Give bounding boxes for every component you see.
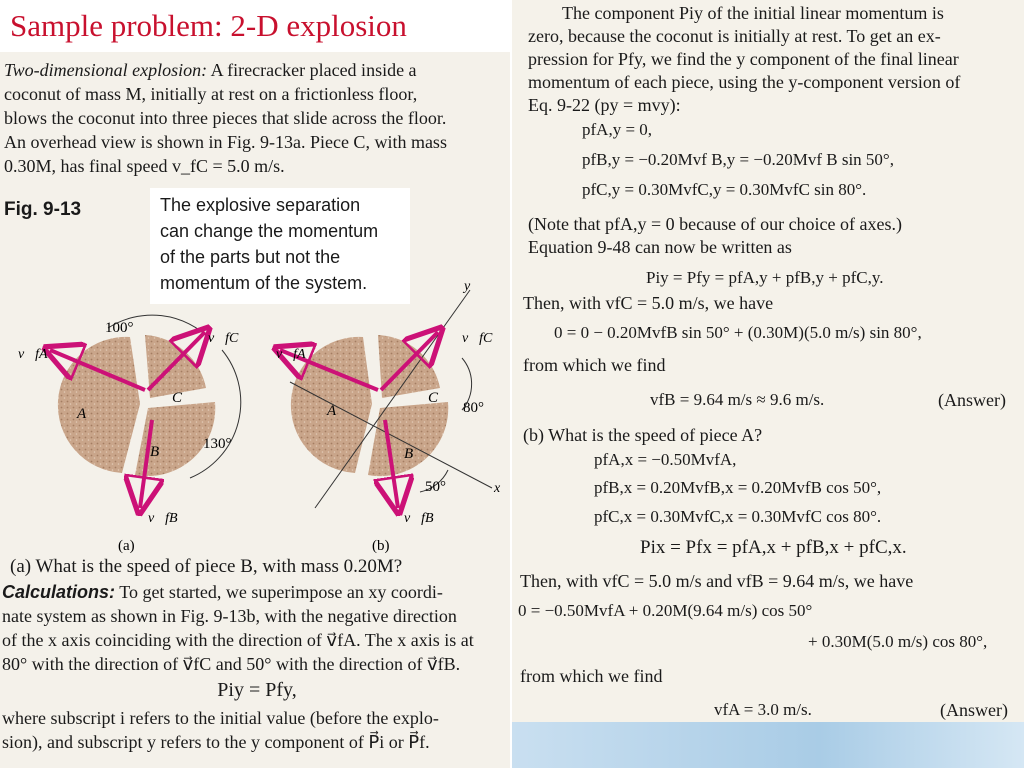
- eq-zero-2a: 0 = −0.50MvfA + 0.20M(9.64 m/s) cos 50°: [518, 601, 813, 620]
- eq-zero-1: 0 = 0 − 0.20MvfB sin 50° + (0.30M)(5.0 m/s) sin 80°,: [554, 323, 922, 342]
- right-line: zero, because the coconut is initially at rest. To get an ex-: [528, 26, 941, 46]
- piece-c-shape: [145, 335, 206, 398]
- where-line: sion), and subscript y refers to the y component of P⃗i or P⃗f.: [2, 732, 430, 752]
- piece-b-label: B: [404, 446, 414, 462]
- y-axis-label: y: [464, 280, 471, 294]
- equation-piy: Piy = Pfy,: [217, 679, 297, 701]
- right-line: pression for Pfy, we find the y component of the final linear: [528, 49, 959, 69]
- answer-1-label: (Answer): [938, 390, 1006, 410]
- velocity-a-label: v⃗fA: [18, 347, 48, 362]
- calc-line: To get started, we superimpose an xy coordi-: [115, 582, 443, 602]
- calculations-block: [2, 580, 512, 754]
- note-line: (Note that pfA,y = 0 because of our choice of axes.): [528, 214, 903, 234]
- calc-line: of the x axis coinciding with the direction of v⃗fA. The x axis is at: [2, 630, 474, 650]
- intro-line-4: An overhead view is shown in Fig. 9-13a. Piece C, with mass: [4, 132, 447, 152]
- piece-c-label: C: [172, 390, 183, 406]
- velocity-c-label: v⃗fC: [208, 331, 239, 346]
- caption-line: momentum of the system.: [160, 273, 368, 293]
- piece-a-label: A: [327, 403, 337, 419]
- eq-pfc-x: pfC,x = 0.30MvfC,x = 0.30MvfC cos 80°.: [594, 507, 882, 526]
- calc-line: nate system as shown in Fig. 9-13b, with the negative direction: [2, 606, 457, 626]
- then-line-1: Then, with vfC = 5.0 m/s, we have: [523, 293, 774, 313]
- question-a: (a) What is the speed of piece B, with mass 0.20M?: [10, 556, 403, 577]
- intro-line-5: 0.30M, has final speed v_fC = 5.0 m/s.: [4, 156, 285, 176]
- calc-line: 80° with the direction of v⃗fC and 50° with the direction of v⃗fB.: [2, 654, 461, 674]
- eq-pfa-x: pfA,x = −0.50MvfA,: [594, 450, 737, 469]
- figure-9-13: [0, 280, 510, 555]
- intro-line-2: coconut of mass M, initially at rest on a frictionless floor,: [4, 84, 418, 104]
- from-line-1: from which we find: [523, 355, 666, 375]
- eq-pfa-y: pfA,y = 0,: [582, 120, 653, 139]
- answer-2-label: (Answer): [940, 700, 1008, 720]
- eq-zero-2b: + 0.30M(5.0 m/s) cos 80°,: [808, 632, 988, 651]
- answer-2-equation: vfA = 3.0 m/s.: [714, 700, 812, 719]
- velocity-b-label: v⃗fB: [148, 511, 178, 526]
- caption-line: of the parts but not the: [160, 247, 341, 267]
- note-block: [528, 213, 1024, 259]
- piece-b-label: B: [150, 444, 160, 460]
- panel-a: [18, 315, 241, 554]
- question-b: (b) What is the speed of piece A?: [523, 425, 763, 445]
- intro-paragraph: [4, 58, 508, 178]
- eq-total-y: Piy = Pfy = pfA,y + pfB,y + pfC,y.: [646, 268, 884, 287]
- right-line: momentum of each piece, using the y-component version of: [528, 72, 961, 92]
- right-line: The component Piy of the initial linear momentum is: [562, 3, 944, 23]
- x-axis-label: x: [494, 481, 501, 496]
- from-line-2: from which we find: [520, 666, 663, 686]
- panel-b-label: (b): [372, 538, 390, 554]
- eq-pfb-x: pfB,x = 0.20MvfB,x = 0.20MvfB cos 50°,: [594, 478, 882, 497]
- eq-pfb-y: pfB,y = −0.20Mvf B,y = −0.20Mvf B sin 50°,: [582, 150, 894, 169]
- right-line: Eq. 9-22 (py = mvy):: [528, 95, 681, 115]
- eq-total-x: Pix = Pfx = pfA,x + pfB,x + pfC,x.: [640, 537, 907, 558]
- eq-pfc-y: pfC,y = 0.30MvfC,y = 0.30MvfC sin 80°.: [582, 180, 867, 199]
- note-line: Equation 9-48 can now be written as: [528, 237, 792, 257]
- caption-line: The explosive separation: [160, 195, 361, 215]
- caption-line: can change the momentum: [160, 221, 379, 241]
- then-line-2: Then, with vfC = 5.0 m/s and vfB = 9.64 m/s, we have: [520, 571, 914, 591]
- where-line: where subscript i refers to the initial value (before the explo-: [2, 708, 439, 728]
- slide-decoration-bar: [512, 722, 1024, 768]
- angle-130-label: 130°: [203, 436, 232, 452]
- angle-50-label: 50°: [425, 479, 446, 495]
- piece-a-label: A: [77, 406, 87, 422]
- slide-title: Sample problem: 2-D explosion: [10, 8, 407, 43]
- piece-c-label: C: [428, 390, 439, 406]
- velocity-a-label: v⃗fA: [276, 347, 306, 362]
- calculations-heading: Calculations:: [2, 582, 116, 602]
- angle-80-label: 80°: [463, 400, 484, 416]
- velocity-c-label: v⃗fC: [462, 331, 493, 346]
- piece-b-shape: [368, 402, 448, 476]
- panel-b: [276, 280, 501, 554]
- angle-100-label: 100°: [105, 320, 134, 336]
- panel-a-label: (a): [118, 538, 135, 554]
- intro-line-1: A firecracker placed inside a: [207, 60, 417, 80]
- right-intro: [528, 2, 1024, 117]
- answer-1-equation: vfB = 9.64 m/s ≈ 9.6 m/s.: [650, 390, 825, 409]
- intro-lead: Two-dimensional explosion:: [4, 60, 208, 80]
- figure-label: Fig. 9-13: [4, 199, 82, 220]
- velocity-b-label: v⃗fB: [404, 511, 434, 526]
- intro-line-3: blows the coconut into three pieces that slide across the floor.: [4, 108, 447, 128]
